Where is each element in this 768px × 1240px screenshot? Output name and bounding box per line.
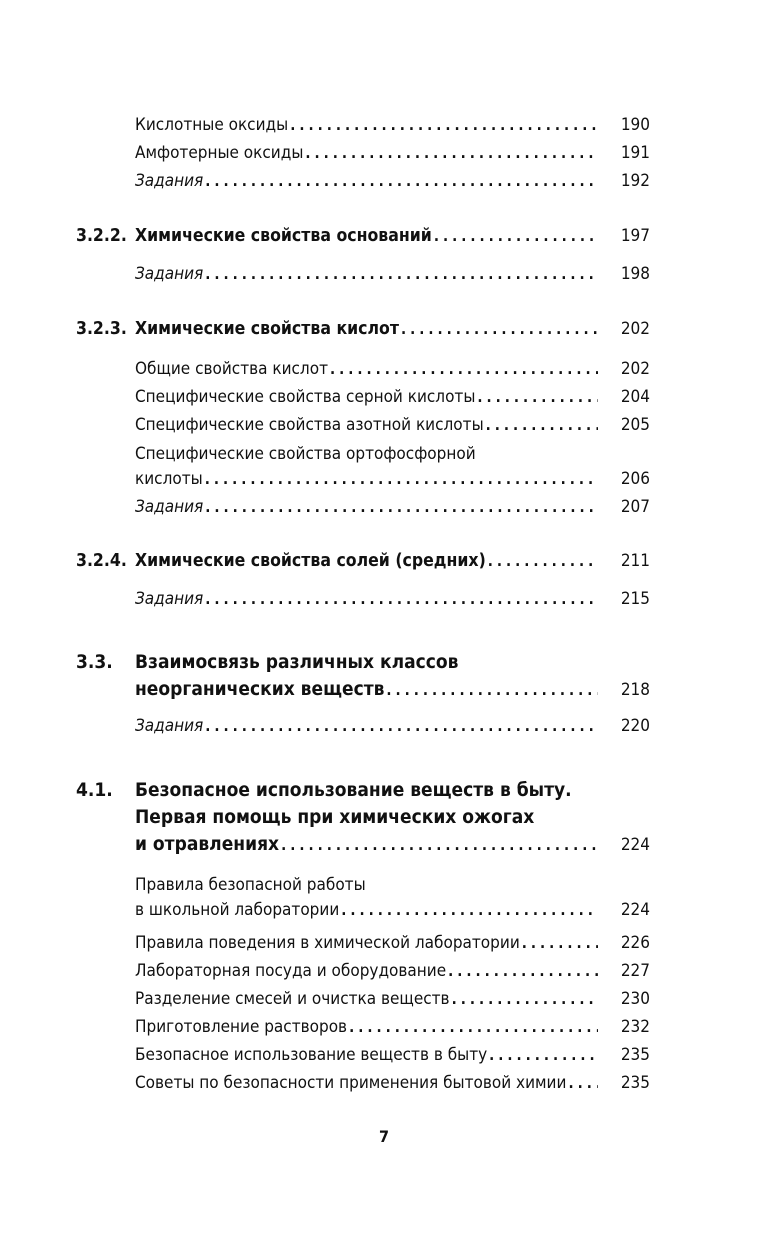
toc-entry xyxy=(135,414,650,436)
toc-entry xyxy=(135,468,650,490)
toc-entry-page: 192 xyxy=(620,171,650,191)
section-page: 197 xyxy=(620,226,650,246)
toc-entry xyxy=(135,358,650,380)
toc-entry xyxy=(135,1016,650,1038)
leader-dots xyxy=(205,468,598,490)
section-page: 218 xyxy=(620,680,650,700)
toc-entry-page: 191 xyxy=(620,143,650,163)
leader-dots xyxy=(568,1072,598,1094)
toc-entry-page: 207 xyxy=(620,497,650,517)
toc-entry xyxy=(135,988,650,1010)
toc-entry xyxy=(135,899,650,921)
leader-dots xyxy=(205,588,598,610)
toc-entry xyxy=(135,588,650,610)
section-number: 4.1. xyxy=(76,779,113,801)
toc-entry-page: 202 xyxy=(620,359,650,379)
section-number: 3.2.4. xyxy=(76,551,127,571)
toc-entry xyxy=(135,1072,650,1094)
section-title: Химические свойства кислот xyxy=(135,319,399,339)
leader-dots xyxy=(290,114,598,136)
section-page: 224 xyxy=(620,835,650,855)
toc-entry xyxy=(135,114,650,136)
leader-dots xyxy=(522,932,598,954)
leader-dots xyxy=(205,263,598,285)
leader-dots xyxy=(434,225,598,247)
section-title-line1: Безопасное использование веществ в быту. xyxy=(135,779,572,801)
toc-entry xyxy=(135,1044,650,1066)
toc-entry-title: Лабораторная посуда и оборудование xyxy=(135,961,447,981)
toc-entry-title: Безопасное использование веществ в быту xyxy=(135,1045,488,1065)
toc-entry-title: Задания xyxy=(135,497,204,517)
toc-entry-title: Разделение смесей и очистка веществ xyxy=(135,989,450,1009)
section-number: 3.2.3. xyxy=(76,319,127,339)
leader-dots xyxy=(349,1016,598,1038)
toc-entry-page: 204 xyxy=(620,387,650,407)
toc-entry-page: 224 xyxy=(620,900,650,920)
section-page: 211 xyxy=(620,551,650,571)
toc-entry-title-line1: Специфические свойства ортофосфорной xyxy=(135,444,476,464)
section-title-line2: Первая помощь при химических ожогах xyxy=(135,806,535,828)
toc-entry xyxy=(135,170,650,192)
toc-entry-title: Правила поведения в химической лаборатории xyxy=(135,933,520,953)
toc-entry-title: Общие свойства кислот xyxy=(135,359,328,379)
section-title-line1: Взаимосвязь различных классов xyxy=(135,651,459,673)
section-title: неорганических веществ xyxy=(135,678,385,700)
section-title: Химические свойства оснований xyxy=(135,226,432,246)
toc-entry xyxy=(135,386,650,408)
toc-entry-page: 230 xyxy=(620,989,650,1009)
leader-dots xyxy=(341,899,598,921)
leader-dots xyxy=(281,834,598,856)
toc-entry-page: 226 xyxy=(620,933,650,953)
leader-dots xyxy=(452,988,598,1010)
toc-entry-title: Кислотные оксиды xyxy=(135,115,289,135)
toc-entry-page: 220 xyxy=(620,716,650,736)
toc-section xyxy=(135,833,650,856)
section-number: 3.2.2. xyxy=(76,226,127,246)
toc-entry-title: Задания xyxy=(135,171,204,191)
toc-entry-title: Специфические свойства азотной кислоты xyxy=(135,415,484,435)
leader-dots xyxy=(205,496,598,518)
leader-dots xyxy=(448,960,598,982)
toc-section xyxy=(76,550,650,572)
section-number: 3.3. xyxy=(76,651,113,673)
toc-entry xyxy=(135,932,650,954)
toc-entry xyxy=(135,715,650,737)
toc-entry-title: в школьной лаборатории xyxy=(135,900,340,920)
toc-entry xyxy=(135,496,650,518)
toc-entry-title: Задания xyxy=(135,264,204,284)
section-title: Химические свойства солей (средних) xyxy=(135,551,486,571)
leader-dots xyxy=(205,170,598,192)
toc-entry-page: 205 xyxy=(620,415,650,435)
leader-dots xyxy=(477,386,598,408)
leader-dots xyxy=(305,142,598,164)
leader-dots xyxy=(486,414,598,436)
section-title: и отравлениях xyxy=(135,833,280,855)
toc-entry-title: Задания xyxy=(135,716,204,736)
toc-entry-title: Задания xyxy=(135,589,204,609)
toc-entry-title: Амфотерные оксиды xyxy=(135,143,304,163)
section-page: 202 xyxy=(620,319,650,339)
toc-entry-page: 227 xyxy=(620,961,650,981)
toc-entry-title: кислоты xyxy=(135,469,203,489)
toc-section xyxy=(135,678,650,701)
toc-entry xyxy=(135,960,650,982)
toc-entry-page: 190 xyxy=(620,115,650,135)
leader-dots xyxy=(401,318,598,340)
leader-dots xyxy=(488,550,598,572)
toc-entry xyxy=(135,142,650,164)
toc-entry-title: Специфические свойства серной кислоты xyxy=(135,387,476,407)
toc-entry-page: 235 xyxy=(620,1045,650,1065)
toc-entry-page: 235 xyxy=(620,1073,650,1093)
leader-dots xyxy=(386,679,598,701)
page-number: 7 xyxy=(378,1127,389,1146)
toc-entry-title: Советы по безопасности применения бытовой химии xyxy=(135,1073,567,1093)
toc-section xyxy=(76,225,650,247)
toc-section xyxy=(76,318,650,340)
toc-entry-page: 215 xyxy=(620,589,650,609)
toc-entry xyxy=(135,263,650,285)
leader-dots xyxy=(489,1044,598,1066)
toc-entry-page: 198 xyxy=(620,264,650,284)
leader-dots xyxy=(330,358,598,380)
toc-entry-page: 232 xyxy=(620,1017,650,1037)
leader-dots xyxy=(205,715,598,737)
toc-entry-title: Приготовление растворов xyxy=(135,1017,348,1037)
toc-entry-page: 206 xyxy=(620,469,650,489)
toc-entry-title-line1: Правила безопасной работы xyxy=(135,875,366,895)
